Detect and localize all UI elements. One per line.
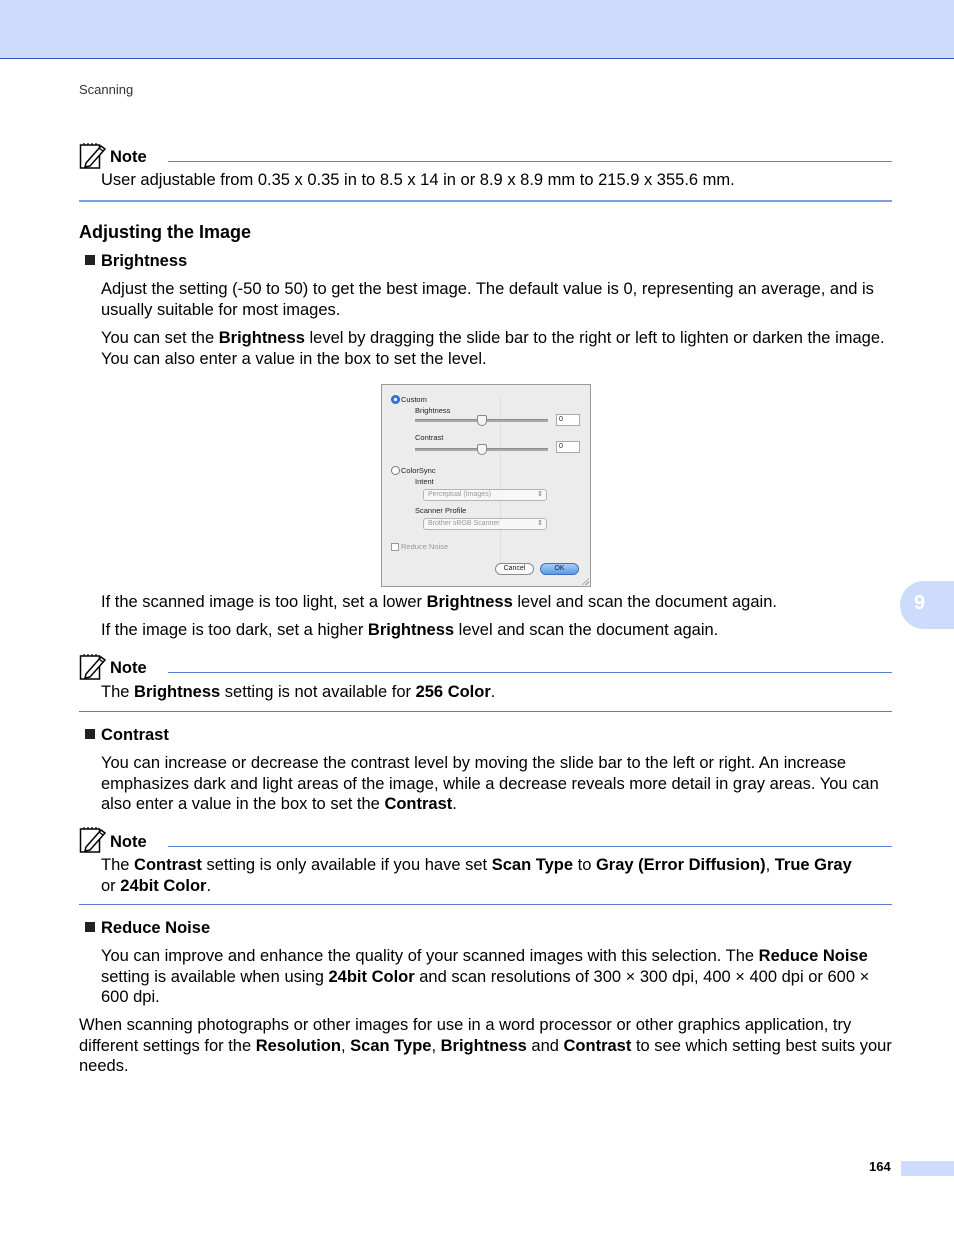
reduce-noise-paragraph: You can improve and enhance the quality of your scanned images with this selection. The Reduce Noise setting is available when using 24bit Color and scan resolutions of 300 × 300 dpi, 400 × 400 dpi or 600 × 600 dpi. [101, 947, 870, 1006]
cancel-button[interactable]: Cancel [495, 563, 534, 575]
reduce-noise-checkbox[interactable] [391, 543, 399, 551]
divider [79, 904, 892, 905]
bullet-square-icon [85, 729, 95, 739]
brightness-label: Brightness [415, 406, 451, 415]
note-label: Note [110, 148, 147, 166]
page-number-bar [901, 1161, 954, 1176]
note-rule [168, 672, 892, 673]
colorsync-radio[interactable] [391, 466, 400, 475]
reduce-noise-heading: Reduce Noise [85, 919, 210, 938]
contrast-slider-thumb[interactable] [477, 444, 487, 455]
breadcrumb: Scanning [79, 82, 134, 97]
brightness-paragraph: You can set the Brightness level by dragging the slide bar to the right or left to lighten or darken the image. You can also enter a value in the box to set the level. [101, 329, 885, 368]
custom-label: Custom [401, 395, 427, 404]
note-pencil-icon [79, 826, 107, 854]
brightness-paragraph: If the image is too dark, set a higher Brightness level and scan the document again. [101, 621, 719, 639]
note-label: Note [110, 659, 147, 677]
contrast-label: Contrast [415, 433, 444, 442]
note-rule [168, 846, 892, 847]
updown-arrow-icon: ⇕ [537, 491, 543, 498]
brightness-slider-thumb[interactable] [477, 415, 487, 426]
brightness-heading: Brightness [85, 252, 187, 271]
note-rule [168, 161, 892, 162]
colorsync-label: ColorSync [401, 466, 436, 475]
reduce-noise-label: Reduce Noise [401, 542, 449, 551]
brightness-paragraph: If the scanned image is too light, set a lower Brightness level and scan the document again. [101, 593, 777, 611]
header-band [0, 0, 954, 59]
section-title: Adjusting the Image [79, 222, 252, 242]
intent-select[interactable]: Perceptual (Images) ⇕ [423, 489, 547, 501]
contrast-value-field[interactable]: 0 [556, 441, 580, 453]
note-label: Note [110, 833, 147, 851]
brightness-paragraph: Adjust the setting (-50 to 50) to get the best image. The default value is 0, representing an average, and is usually suitable for most images. [101, 280, 874, 319]
resize-grip-icon[interactable] [581, 577, 589, 585]
brightness-value-field[interactable]: 0 [556, 414, 580, 426]
divider [79, 200, 892, 202]
chapter-tab: 9 [900, 581, 954, 629]
bullet-square-icon [85, 922, 95, 932]
custom-radio[interactable] [391, 395, 400, 404]
ok-button[interactable]: OK [540, 563, 579, 575]
scanner-profile-select[interactable]: Brother sRGB Scanner ⇕ [423, 518, 547, 530]
intent-label: Intent [415, 477, 434, 486]
closing-paragraph: When scanning photographs or other images for use in a word processor or other graphics application, try different settings for the Resolution, Scan Type, Brightness and Contrast to see which setting best suits your needs. [79, 1016, 892, 1075]
updown-arrow-icon: ⇕ [537, 520, 543, 527]
contrast-heading: Contrast [85, 726, 169, 745]
divider [79, 711, 892, 712]
scanner-profile-label: Scanner Profile [415, 506, 467, 515]
scanner-settings-dialog [381, 384, 591, 587]
contrast-paragraph: You can increase or decrease the contrast level by moving the slide bar to the left or right. An increase emphasizes dark and light areas of the image, while a decrease reveals more detail in gray areas. You can also enter a value in the box to set the Contrast. [101, 754, 879, 813]
page-number: 164 [869, 1159, 891, 1174]
note-text: The Contrast setting is only available if you have set Scan Type to Gray (Error Diffusion), True Gray or 24bit Color. [101, 856, 852, 895]
note-pencil-icon [79, 653, 107, 681]
bullet-square-icon [85, 255, 95, 265]
note-text: User adjustable from 0.35 x 0.35 in to 8.5 x 14 in or 8.9 x 8.9 mm to 215.9 x 355.6 mm. [101, 171, 735, 189]
note-pencil-icon [79, 142, 107, 170]
note-text: The Brightness setting is not available for 256 Color. [101, 683, 496, 701]
